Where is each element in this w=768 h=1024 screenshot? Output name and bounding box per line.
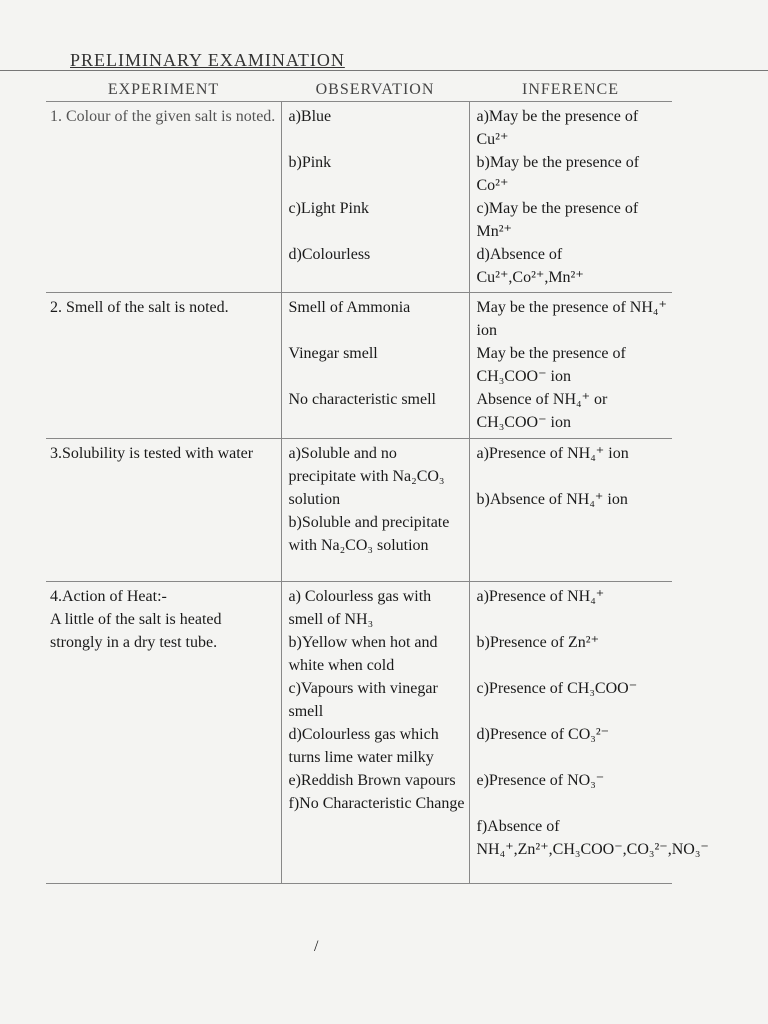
observation-item: c)Light Pink <box>288 200 369 217</box>
observation-item: a) Colourless gas with smell of NH₃ <box>288 588 432 628</box>
experiment-title: 4.Action of Heat:- <box>50 588 167 605</box>
observation-cell <box>281 102 469 293</box>
inference-item: a)May be the presence of Cu²⁺ <box>476 108 639 148</box>
inference-item: a)Presence of NH₄⁺ <box>476 588 605 605</box>
header-experiment: EXPERIMENT <box>107 81 220 98</box>
experiment-text: 2. Smell of the salt is noted. <box>50 299 229 316</box>
observation-item: Smell of Ammonia <box>288 299 411 316</box>
experiment-cell <box>46 582 281 884</box>
observation-item: f)No Characteristic Change <box>288 795 465 812</box>
inference-item: May be the presence of CH₃COO⁻ ion <box>476 345 626 385</box>
table-row <box>46 439 672 582</box>
inference-item: Absence of NH₄⁺ or CH₃COO⁻ ion <box>476 391 608 431</box>
examination-table <box>46 78 709 884</box>
observation-item: c)Vapours with vinegar smell <box>288 680 438 720</box>
header-inference: INFERENCE <box>522 81 619 98</box>
inference-item: d)Presence of CO₃²⁻ <box>476 726 610 743</box>
inference-item: c)May be the presence of Mn²⁺ <box>476 200 639 240</box>
experiment-cell <box>46 102 281 293</box>
inference-item: d)Absence of Cu²⁺,Co²⁺,Mn²⁺ <box>476 246 584 286</box>
title-divider <box>0 70 768 71</box>
observation-item: Vinegar smell <box>288 345 378 362</box>
inference-cell <box>469 439 672 582</box>
inference-item: e)Presence of NO₃⁻ <box>476 772 605 789</box>
inference-item: May be the presence of NH₄⁺ ion <box>476 299 667 339</box>
observation-item: b)Soluble and precipitate with Na₂CO₃ solution <box>288 514 450 554</box>
table-row <box>46 293 672 439</box>
observation-item: a)Soluble and no precipitate with Na₂CO₃ solution <box>288 445 445 508</box>
inference-cell <box>469 102 672 293</box>
observation-item: d)Colourless <box>288 246 371 263</box>
observation-item: b)Yellow when hot and white when cold <box>288 634 438 674</box>
inference-item: f)Absence of NH₄⁺,Zn²⁺,CH₃COO⁻,CO₃²⁻,NO₃⁻ <box>476 818 709 858</box>
page-mark: / <box>314 938 319 955</box>
inference-cell <box>469 582 709 884</box>
experiment-cell <box>46 293 281 439</box>
inference-item: b)Absence of NH₄⁺ ion <box>476 491 628 508</box>
observation-cell <box>281 439 469 582</box>
observation-cell <box>281 293 469 439</box>
observation-cell <box>281 582 469 884</box>
inference-item: a)Presence of NH₄⁺ ion <box>476 445 629 462</box>
table-row <box>46 582 672 884</box>
experiment-text: 3.Solubility is tested with water <box>50 445 254 462</box>
experiment-text: 1. Colour of the given salt is noted. <box>50 108 276 125</box>
inference-item: b)May be the presence of Co²⁺ <box>476 154 640 194</box>
observation-item: d)Colourless gas which turns lime water milky <box>288 726 439 766</box>
observation-item: b)Pink <box>288 154 332 171</box>
inference-cell <box>469 293 672 439</box>
observation-item: No characteristic smell <box>288 391 436 408</box>
table-row <box>46 102 672 293</box>
header-observation: OBSERVATION <box>315 81 435 98</box>
inference-item: c)Presence of CH₃COO⁻ <box>476 680 638 697</box>
page-title: PRELIMINARY EXAMINATION <box>70 50 345 70</box>
observation-item: a)Blue <box>288 108 332 125</box>
experiment-text: A little of the salt is heated strongly in a dry test tube. <box>50 611 222 651</box>
observation-item: e)Reddish Brown vapours <box>288 772 456 789</box>
inference-item: b)Presence of Zn²⁺ <box>476 634 600 651</box>
experiment-cell <box>46 439 281 582</box>
table-header-row <box>46 78 672 102</box>
